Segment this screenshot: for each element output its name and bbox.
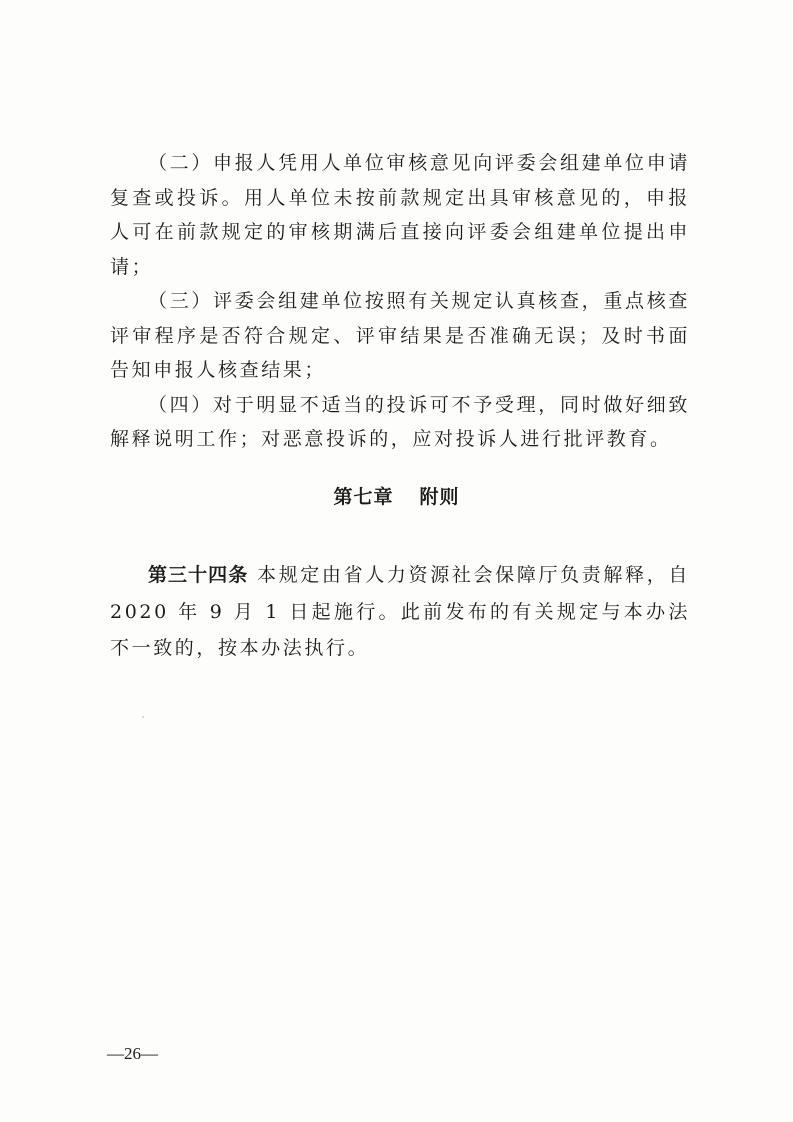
chapter-heading [0, 482, 793, 509]
chapter-number: 第七章 [333, 486, 394, 508]
paragraph-item-4: （四）对于明显不适当的投诉可不予受理，同时做好细致解释说明工作；对恶意投诉的，应对投诉人进行批评教育。 [110, 393, 690, 450]
scan-speck [142, 716, 144, 718]
body-text [110, 146, 690, 457]
page-number: —26— [107, 1044, 158, 1063]
article-label: 第三十四条 [148, 564, 249, 586]
paragraph-item-2: （二）申报人凭用人单位审核意见向评委会组建单位申请复查或投诉。用人单位未按前款规定出具审核意见的，申报人可在前款规定的审核期满后直接向评委会组建单位提出申请； [110, 152, 690, 278]
paragraph-item-3: （三）评委会组建单位按照有关规定认真核查，重点核查评审程序是否符合规定、评审结果是否准确无误；及时书面告知申报人核查结果； [110, 290, 690, 381]
chapter-title: 附则 [419, 486, 460, 508]
article-text: 本规定由省人力资源社会保障厅负责解释，自2020 年 9 月 1 日起施行。此前发布的有关规定与本办法不一致的，按本办法执行。 [110, 564, 690, 659]
article-34 [110, 557, 690, 667]
